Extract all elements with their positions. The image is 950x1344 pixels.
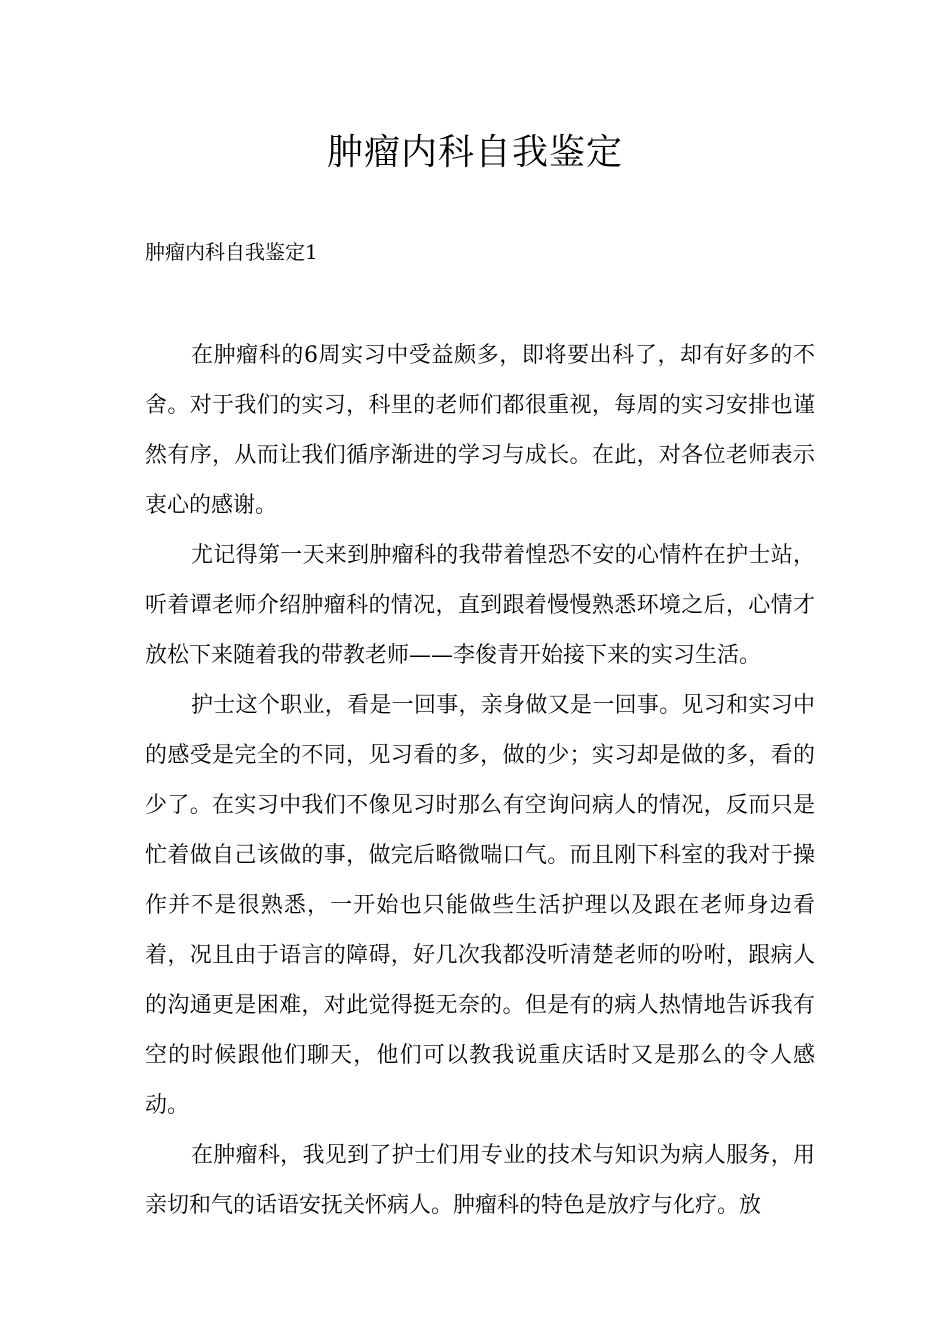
paragraph: 护士这个职业，看是一回事，亲身做又是一回事。见习和实习中的感受是完全的不同，见习看的多，做的少；实习却是做的多，看的少了。在实习中我们不像见习时那么有空询问病人的情况，反而只是忙着做自己该做的事，做完后略微喘口气。而且刚下科室的我对于操作并不是很熟悉，一开始也只能做些生活护理以及跟在老师身边看着，况且由于语言的障碍，好几次我都没听清楚老师的吩咐，跟病人的沟通更是困难，对此觉得挺无奈的。但是有的病人热情地告诉我有空的时候跟他们聊天，他们可以教我说重庆话时又是那么的令人感动。 [145,693,815,1118]
paragraph: 在肿瘤科的6周实习中受益颇多，即将要出科了，却有好多的不舍。对于我们的实习，科里的老师们都很重视，每周的实习安排也谨然有序，从而让我们循序渐进的学习与成长。在此，对各位老师表示衷心的感谢。 [145,343,815,518]
paragraph: 尤记得第一天来到肿瘤科的我带着惶恐不安的心情杵在护士站，听着谭老师介绍肿瘤科的情况，直到跟着慢慢熟悉环境之后，心情才放松下来随着我的带教老师——李俊青开始接下来的实习生活。 [145,543,815,668]
document-title: 肿瘤内科自我鉴定 [326,132,623,173]
section-heading: 肿瘤内科自我鉴定1 [145,240,318,264]
document-body [145,331,815,1231]
paragraph: 在肿瘤科，我见到了护士们用专业的技术与知识为病人服务，用亲切和气的话语安抚关怀病人。肿瘤科的特色是放疗与化疗。放 [145,1143,815,1218]
